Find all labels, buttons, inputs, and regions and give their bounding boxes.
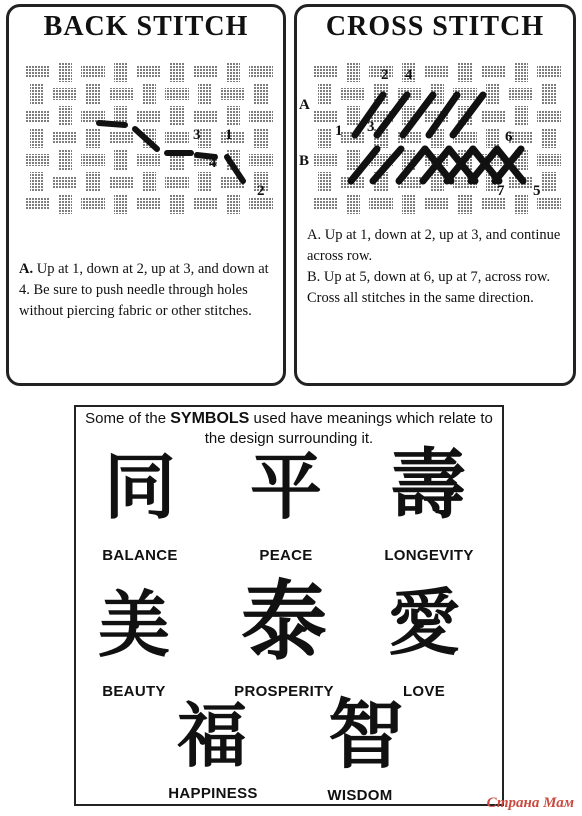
- weave-thread: [226, 106, 240, 126]
- weave-thread: [58, 194, 72, 214]
- weave-thread: [537, 110, 561, 122]
- back-stitch-title: BACK STITCH: [43, 11, 249, 42]
- weave-thread: [86, 128, 100, 148]
- weave-thread: [142, 84, 156, 104]
- weave-thread: [137, 198, 161, 210]
- weave-thread: [25, 198, 49, 210]
- weave-thread: [53, 132, 77, 144]
- weave-thread: [30, 128, 44, 148]
- weave-thread: [318, 128, 332, 148]
- weave-thread: [109, 88, 133, 100]
- longevity-label: LONGEVITY: [384, 547, 474, 564]
- cross-step-a: A. Up at 1, down at 2, up at 3, and continue across row.: [307, 227, 561, 264]
- weave-thread: [170, 106, 184, 126]
- cross-label-2: 2: [381, 67, 389, 83]
- weave-thread: [198, 172, 212, 192]
- weave-thread: [402, 194, 416, 214]
- caption-bold: SYMBOLS: [170, 410, 250, 427]
- weave-thread: [165, 88, 189, 100]
- weave-thread: [313, 110, 337, 122]
- weave-thread: [58, 150, 72, 170]
- weave-thread: [81, 66, 105, 78]
- love-symbol: 愛: [387, 580, 460, 665]
- weave-thread: [137, 154, 161, 166]
- weave-thread: [226, 194, 240, 214]
- weave-thread: [481, 66, 505, 78]
- balance-label: BALANCE: [102, 547, 178, 564]
- weave-thread: [542, 84, 556, 104]
- back-stitch-weave: [23, 57, 279, 227]
- cross-row-b: B: [299, 153, 310, 169]
- weave-thread: [537, 198, 561, 210]
- weave-thread: [318, 84, 332, 104]
- weave-thread: [341, 88, 365, 100]
- weave-thread: [313, 66, 337, 78]
- caption-pre: Some of the: [85, 410, 171, 427]
- weave-thread: [221, 88, 245, 100]
- cross-label-3: 3: [367, 119, 375, 135]
- cross-row-a: A: [299, 97, 310, 113]
- weave-thread: [346, 106, 360, 126]
- weave-thread: [53, 88, 77, 100]
- weave-thread: [254, 128, 268, 148]
- wisdom-label: WISDOM: [327, 787, 393, 804]
- weave-thread: [537, 66, 561, 78]
- back-step-prefix: A.: [19, 261, 34, 277]
- weave-thread: [254, 84, 268, 104]
- prosperity-label: PROSPERITY: [234, 683, 334, 700]
- weave-thread: [114, 150, 128, 170]
- weave-thread: [30, 172, 44, 192]
- back-step-text: Up at 1, down at 2, up at 3, and down at 4. Be sure to push needle through holes without piercing fabric or other stitches.: [19, 261, 269, 319]
- happiness-label: HAPPINESS: [168, 785, 258, 802]
- love-label: LOVE: [402, 683, 446, 700]
- watermark-logo: Страна Мам: [486, 795, 574, 811]
- weave-thread: [425, 66, 449, 78]
- peace-label: PEACE: [259, 547, 313, 564]
- weave-thread: [514, 106, 528, 126]
- weave-thread: [486, 84, 500, 104]
- weave-thread: [514, 62, 528, 82]
- back-label-1: 1: [225, 127, 233, 143]
- back-stitch-diagram: [23, 57, 279, 227]
- weave-thread: [193, 198, 217, 210]
- cross-label-5: 5: [533, 183, 541, 199]
- weave-thread: [165, 176, 189, 188]
- wisdom-symbol: 智: [328, 690, 404, 779]
- weave-thread: [109, 132, 133, 144]
- weave-thread: [198, 84, 212, 104]
- cross-label-1: 1: [335, 123, 343, 139]
- cross-stitch-card: [294, 4, 576, 386]
- weave-thread: [542, 128, 556, 148]
- weave-thread: [313, 154, 337, 166]
- weave-thread: [137, 66, 161, 78]
- weave-thread: [86, 172, 100, 192]
- cross-stitch-diagram: [299, 57, 567, 227]
- weave-thread: [537, 154, 561, 166]
- weave-thread: [25, 110, 49, 122]
- weave-thread: [170, 194, 184, 214]
- weave-thread: [81, 198, 105, 210]
- back-stitch-card: [6, 4, 286, 386]
- weave-thread: [81, 154, 105, 166]
- weave-thread: [514, 194, 528, 214]
- happiness-symbol: 福: [177, 694, 247, 777]
- beauty-label: BEAUTY: [102, 683, 166, 700]
- weave-thread: [346, 62, 360, 82]
- weave-thread: [313, 198, 337, 210]
- cross-label-6: 6: [505, 129, 513, 145]
- weave-thread: [486, 128, 500, 148]
- weave-thread: [458, 194, 472, 214]
- weave-thread: [109, 176, 133, 188]
- weave-thread: [249, 154, 273, 166]
- weave-thread: [226, 62, 240, 82]
- weave-thread: [165, 132, 189, 144]
- weave-thread: [58, 62, 72, 82]
- caption-post: used have meanings which relate to the design surrounding it.: [204, 410, 493, 447]
- balance-symbol: 同: [103, 444, 176, 529]
- weave-thread: [58, 106, 72, 126]
- back-stitch-instructions: [19, 259, 273, 322]
- weave-thread: [30, 84, 44, 104]
- weave-thread: [481, 110, 505, 122]
- weave-thread: [114, 62, 128, 82]
- back-label-4: 4: [209, 155, 217, 171]
- cross-label-7: 7: [497, 183, 505, 199]
- peace-symbol: 平: [249, 444, 322, 529]
- weave-thread: [346, 194, 360, 214]
- back-label-3: 3: [193, 127, 201, 143]
- weave-thread: [137, 110, 161, 122]
- cross-label-4: 4: [405, 67, 413, 83]
- cross-stitch-instructions: [307, 225, 563, 309]
- back-label-2: 2: [257, 183, 265, 199]
- weave-thread: [249, 66, 273, 78]
- prosperity-symbol: 泰: [241, 571, 327, 672]
- weave-thread: [193, 66, 217, 78]
- weave-thread: [193, 110, 217, 122]
- cross-stitch-weave: [311, 57, 567, 227]
- cross-step-note: Cross all stitches in the same direction.: [307, 290, 534, 306]
- symbols-panel: [74, 405, 504, 806]
- weave-thread: [458, 62, 472, 82]
- weave-thread: [142, 172, 156, 192]
- weave-thread: [114, 194, 128, 214]
- weave-thread: [318, 172, 332, 192]
- weave-thread: [53, 176, 77, 188]
- weave-thread: [86, 84, 100, 104]
- cross-stitch-title: CROSS STITCH: [325, 11, 545, 42]
- cross-step-b: B. Up at 5, down at 6, up at 7, across row.: [307, 269, 551, 285]
- weave-thread: [249, 110, 273, 122]
- weave-thread: [369, 198, 393, 210]
- weave-thread: [509, 88, 533, 100]
- beauty-symbol: 美: [97, 582, 170, 667]
- weave-thread: [25, 66, 49, 78]
- weave-thread: [170, 62, 184, 82]
- weave-thread: [542, 172, 556, 192]
- weave-thread: [425, 198, 449, 210]
- weave-thread: [25, 154, 49, 166]
- longevity-symbol: 壽: [390, 440, 466, 529]
